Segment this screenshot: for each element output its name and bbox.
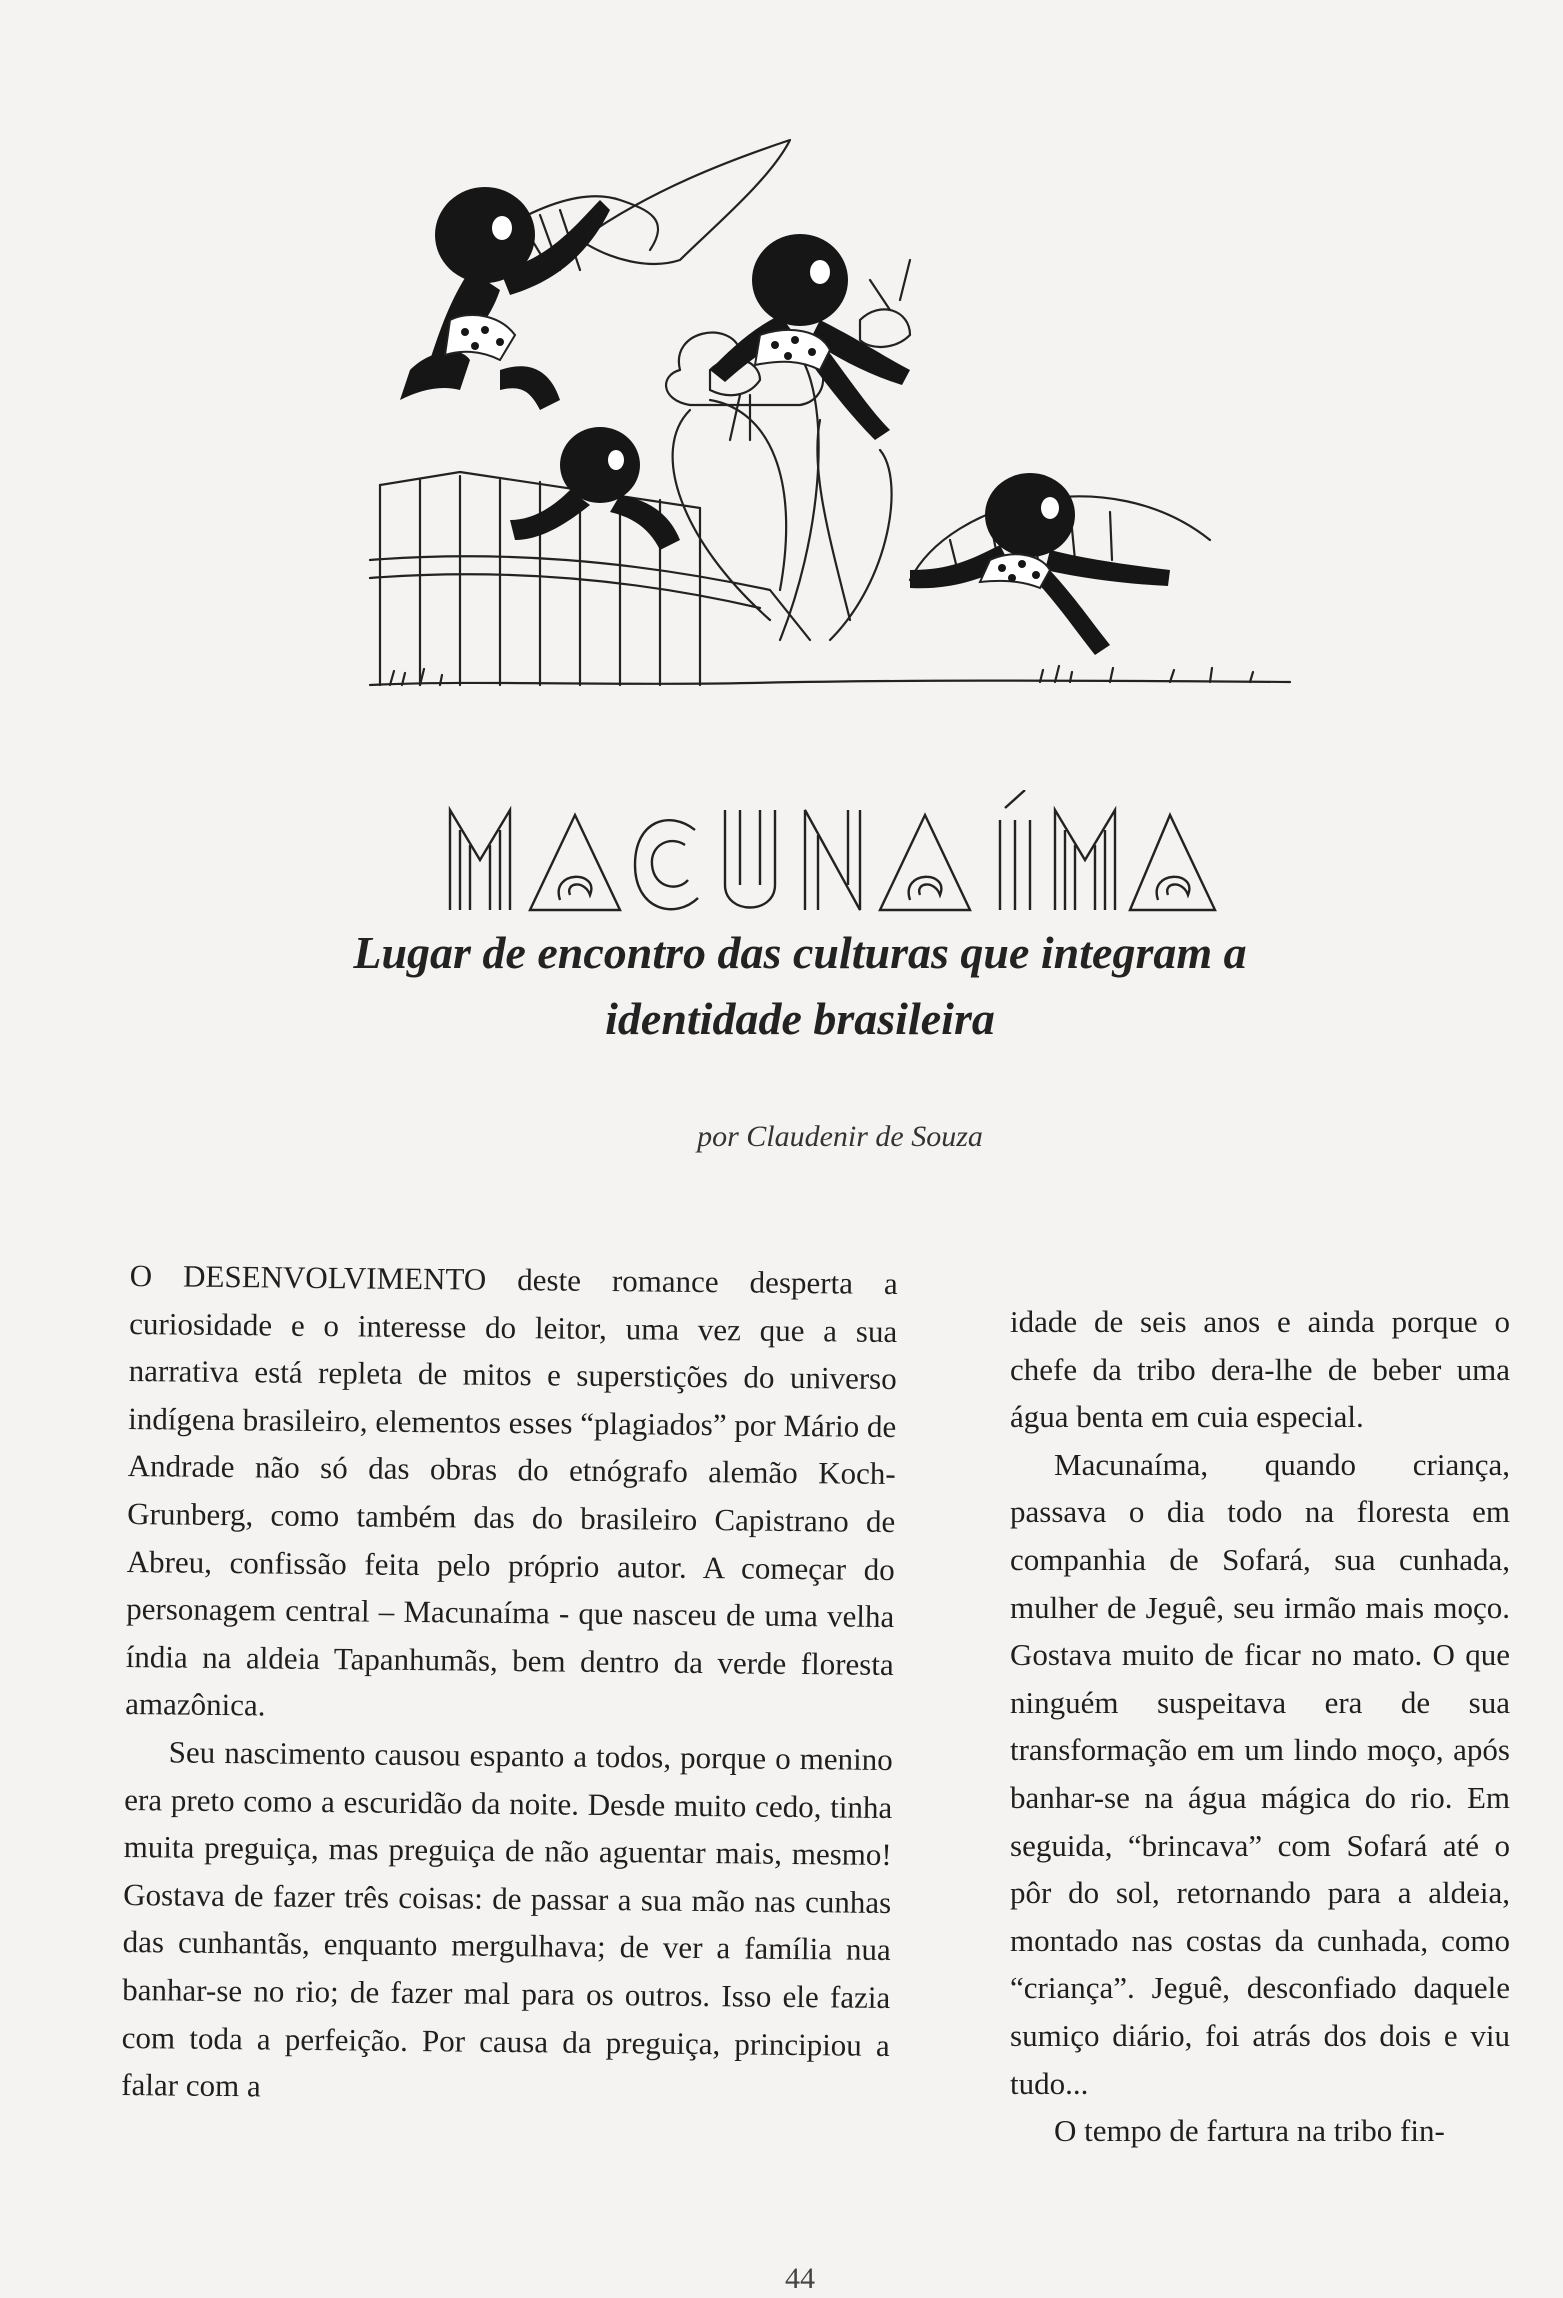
paragraph: O DESENVOLVIMENTO deste romance desperta a curiosidade e o interesse do leitor, uma vez que a sua narrativa está repleta de mitos e superstições do universo indígena brasileiro, elementos esses “plagiados” por Mário de Andrade não só das obras do etnógrafo alemão Koch-Grunberg, como também das do brasileiro Capistrano de Abreu, confissão feita pelo próprio autor. A começar do personagem central – Macunaíma - que nasceu de uma velha índia na aldeia Tapanhumãs, bem dentro da verde floresta amazônica. — [125, 1257, 898, 1723]
article-column-right — [1010, 1298, 1510, 2155]
paragraph: idade de seis anos e ainda porque o chefe da tribo dera-lhe de beber uma água benta em cuia especial. — [1010, 1304, 1510, 1435]
article-headline: Lugar de encontro das culturas que integram a identidade brasileira — [353, 927, 1247, 1044]
article-column-left — [121, 1252, 898, 2117]
page-number: 44 — [785, 2262, 815, 2295]
paragraph: Seu nascimento causou espanto a todos, porque o menino era preto como a escuridão da noite. Desde muito cedo, tinha muita preguiça, mas preguiça de não aguentar mais, mesmo! Gostava de fazer três coisas: de passar a sua mão nas cunhas das cunhantãs, enquanto mergulhava; de ver a família nua banhar-se no rio; de fazer mal para os outros. Isso ele fazia com toda a perfeição. Por causa da preguiça, principiou a falar com a — [121, 1734, 893, 2104]
paragraph: Macunaíma, quando criança, passava o dia todo na floresta em companhia de Sofará, sua cunhada, mulher de Jeguê, seu irmão mais moço. Gostava muito de ficar no mato. O que ninguém suspeitava era de sua transformação em um lindo moço, após banhar-se na água mágica do rio. Em seguida, “brincava” com Sofará até o pôr do sol, retornando para a aldeia, montado nas costas da cunhada, como “criança”. Jeguê, desconfiado daquele sumiço diário, foi atrás dos dois e viu tudo... — [1010, 1446, 1510, 2101]
macunaima-illustration — [350, 120, 1310, 760]
paragraph: O tempo de fartura na tribo fin- — [1054, 2113, 1445, 2149]
article-byline: por Claudenir de Souza — [697, 1120, 983, 1153]
title-macunaima — [440, 790, 1220, 920]
